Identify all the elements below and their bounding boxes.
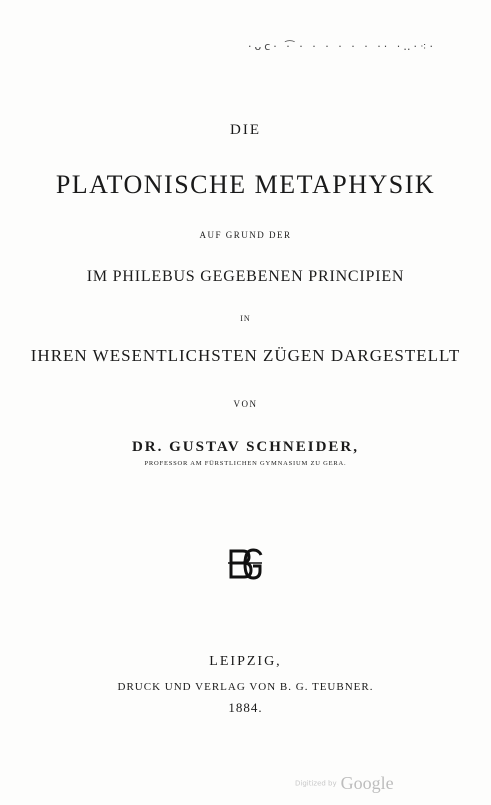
main-title: PLATONISCHE METAPHYSIK <box>55 170 436 199</box>
publication-city: LEIPZIG, <box>209 654 282 669</box>
subtitle-line-1: AUF GRUND DER <box>199 230 292 240</box>
subtitle-line-4: IHREN WESENTLICHSTEN ZÜGEN DARGESTELLT <box>30 346 461 365</box>
author-affiliation: PROFESSOR AM FÜRSTLICHEN GYMNASIUM ZU GERA. <box>144 460 347 467</box>
watermark-brand: Google <box>340 773 394 793</box>
scan-marks: ·ᴗᴄ· ·͡ · · · · · · ·· ·‥·⁖· <box>248 40 436 53</box>
teubner-monogram-icon <box>227 547 263 581</box>
subtitle-line-2: IM PHILEBUS GEGEBENEN PRINCIPIEN <box>86 268 405 285</box>
watermark-prefix: Digitized by <box>295 779 337 788</box>
by-line: VON <box>233 399 258 409</box>
publisher-line: DRUCK UND VERLAG VON B. G. TEUBNER. <box>117 681 374 693</box>
subtitle-line-3: IN <box>240 314 251 323</box>
publication-year: 1884. <box>228 700 263 715</box>
title-article: DIE <box>230 122 261 138</box>
digitized-watermark <box>295 773 394 794</box>
author-name: DR. GUSTAV SCHNEIDER, <box>131 439 360 455</box>
